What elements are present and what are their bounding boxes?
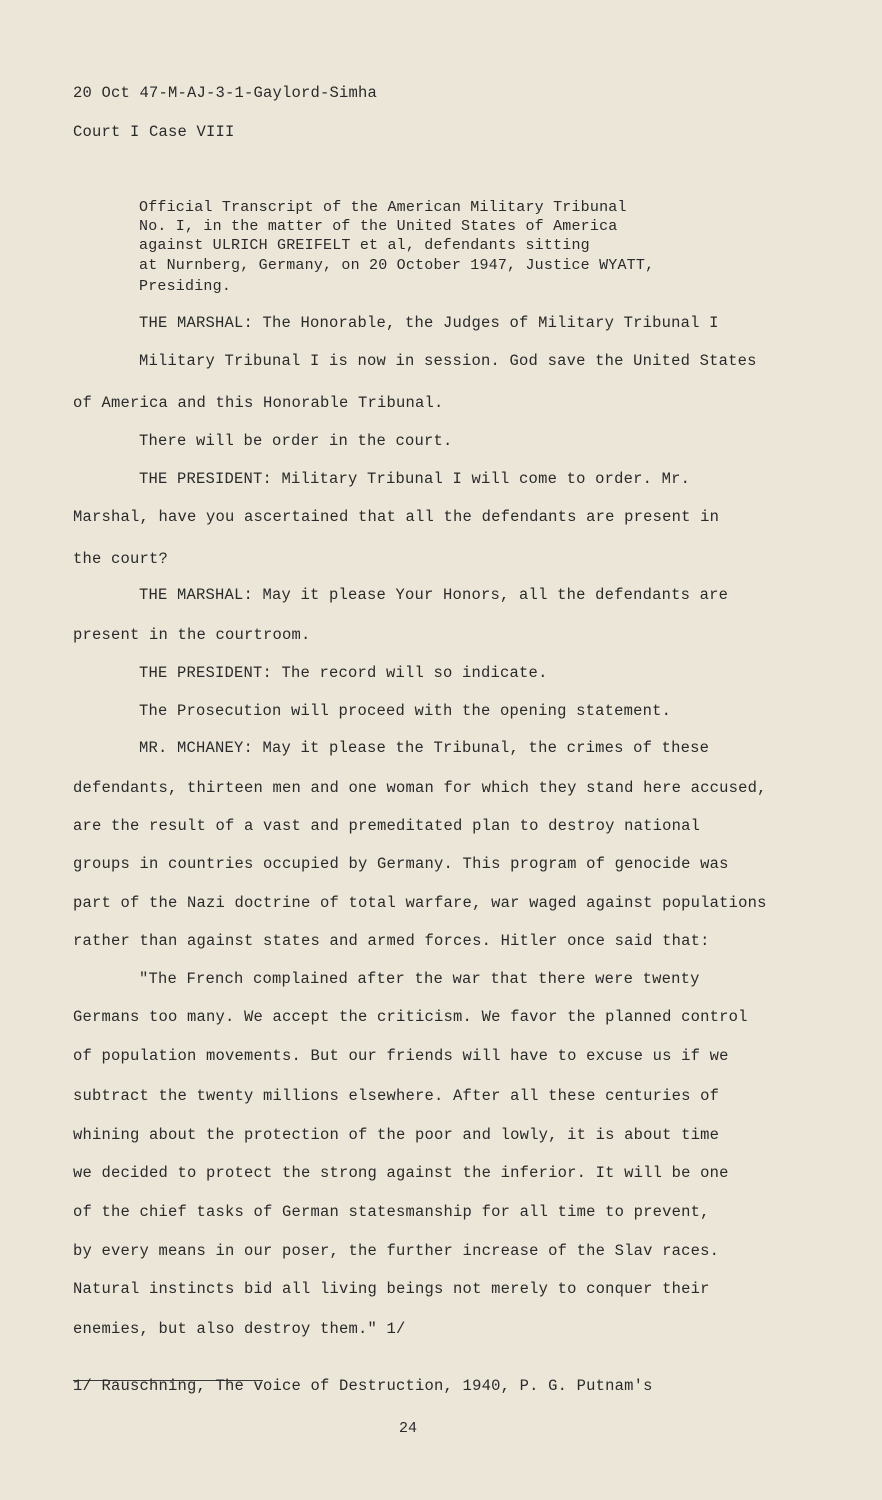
- transcript-line: There will be order in the court.: [139, 432, 453, 450]
- transcript-line: of population movements. But our friends will have to excuse us if we: [73, 1047, 729, 1065]
- transcript-line: by every means in our poser, the further increase of the Slav races.: [73, 1242, 720, 1260]
- transcript-line: Military Tribunal I is now in session. God save the United States: [139, 352, 757, 370]
- transcript-line: THE MARSHAL: May it please Your Honors, all the defendants are: [139, 586, 729, 604]
- transcript-line: THE PRESIDENT: Military Tribunal I will come to order. Mr.: [139, 470, 691, 488]
- transcript-line: "The French complained after the war that there were twenty: [139, 970, 700, 988]
- header-court: Court I Case VIII: [73, 123, 235, 141]
- transcript-line: are the result of a vast and premeditated plan to destroy national: [73, 817, 701, 835]
- transcript-line: MR. MCHANEY: May it please the Tribunal, the crimes of these: [139, 739, 710, 757]
- transcript-line: defendants, thirteen men and one woman for which they stand here accused,: [73, 779, 767, 797]
- footnote: 1/ Rauschning, The voice of Destruction, 1940, P. G. Putnam's: [73, 1377, 653, 1395]
- transcript-line: of the chief tasks of German statesmanship for all time to prevent,: [73, 1203, 710, 1221]
- transcript-line: of America and this Honorable Tribunal.: [73, 394, 444, 412]
- transcript-line: groups in countries occupied by Germany. This program of genocide was: [73, 855, 729, 873]
- page-number: 24: [399, 1420, 418, 1437]
- transcript-line: The Prosecution will proceed with the opening statement.: [139, 702, 672, 720]
- transcript-line: present in the courtroom.: [73, 626, 311, 644]
- transcript-line: part of the Nazi doctrine of total warfare, war waged against populations: [73, 894, 767, 912]
- transcript-line: enemies, but also destroy them." 1/: [73, 1320, 406, 1338]
- caption-line: at Nurnberg, Germany, on 20 October 1947, Justice WYATT,: [139, 257, 655, 274]
- caption-line: No. I, in the matter of the United States of America: [139, 218, 618, 235]
- transcript-line: rather than against states and armed forces. Hitler once said that:: [73, 932, 710, 950]
- transcript-line: Germans too many. We accept the criticism. We favor the planned control: [73, 1008, 748, 1026]
- transcript-line: THE MARSHAL: The Honorable, the Judges of Military Tribunal I: [139, 314, 719, 332]
- caption-line: Official Transcript of the American Military Tribunal: [139, 199, 627, 216]
- header-reference: 20 Oct 47-M-AJ-3-1-Gaylord-Simha: [73, 84, 378, 102]
- caption-line: against ULRICH GREIFELT et al, defendants sitting: [139, 237, 590, 254]
- transcript-line: whining about the protection of the poor and lowly, it is about time: [73, 1126, 720, 1144]
- transcript-line: Natural instincts bid all living beings not merely to conquer their: [73, 1280, 710, 1298]
- caption-line: Presiding.: [139, 278, 232, 295]
- transcript-line: the court?: [73, 550, 169, 568]
- transcript-line: subtract the twenty millions elsewhere. After all these centuries of: [73, 1087, 720, 1105]
- transcript-line: Marshal, have you ascertained that all the defendants are present in: [73, 508, 720, 526]
- transcript-line: THE PRESIDENT: The record will so indicate.: [139, 664, 548, 682]
- transcript-line: we decided to protect the strong against the inferior. It will be one: [73, 1164, 729, 1182]
